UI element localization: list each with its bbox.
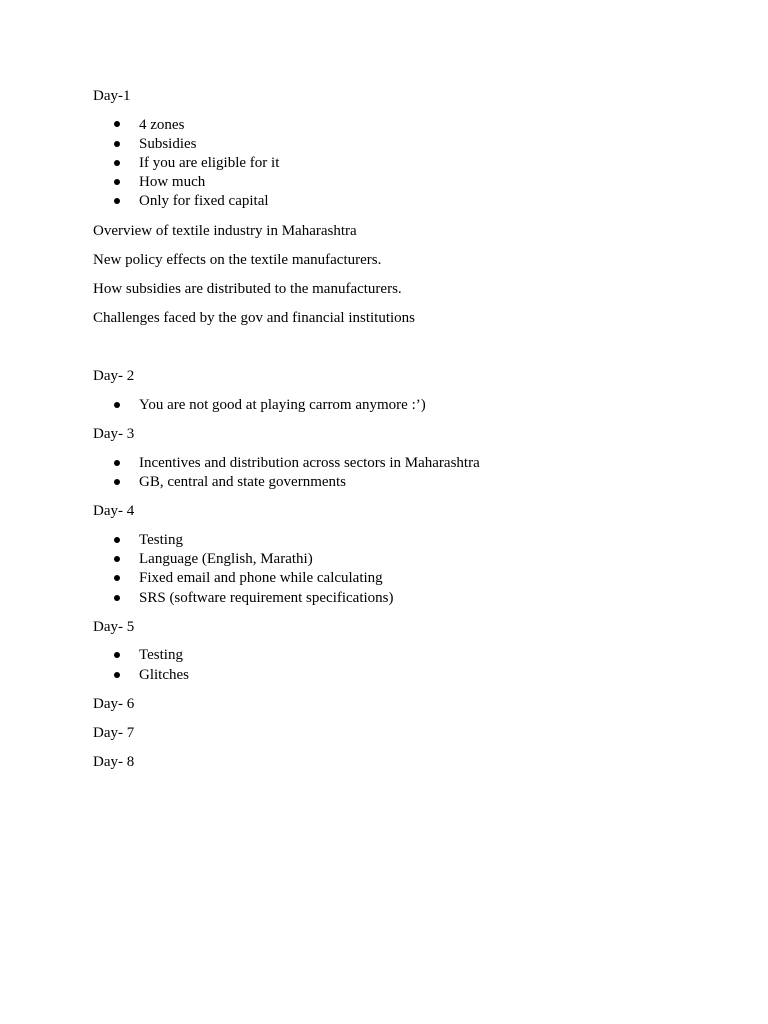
bullet-icon <box>114 672 120 678</box>
day-7-heading: Day- 7 <box>93 725 135 741</box>
day-1-paragraph-4: Challenges faced by the gov and financial institutions <box>93 310 416 326</box>
day-1-paragraph-1: Overview of textile industry in Maharashtra <box>93 223 357 239</box>
day-1-paragraph-2: New policy effects on the textile manufacturers. <box>93 252 382 268</box>
bullet-icon <box>114 595 120 601</box>
bullet-icon <box>114 556 120 562</box>
day-4-bullet-4: SRS (software requirement specifications) <box>139 590 394 606</box>
day-4-bullet-2: Language (English, Marathi) <box>139 551 313 567</box>
day-2-bullet-1: You are not good at playing carrom anymore :’) <box>139 397 426 413</box>
bullet-icon <box>114 141 120 147</box>
day-4-heading: Day- 4 <box>93 503 135 519</box>
day-1-paragraph-3: How subsidies are distributed to the manufacturers. <box>93 281 402 297</box>
bullet-icon <box>114 537 120 543</box>
bullet-icon <box>114 179 120 185</box>
day-5-bullet-1: Testing <box>139 647 183 663</box>
day-3-bullet-1: Incentives and distribution across sectors in Maharashtra <box>139 455 480 471</box>
day-1-heading: Day-1 <box>93 88 131 104</box>
bullet-icon <box>114 402 120 408</box>
bullet-icon <box>114 479 120 485</box>
day-4-bullet-1: Testing <box>139 532 183 548</box>
day-4-bullet-3: Fixed email and phone while calculating <box>139 570 383 586</box>
day-5-heading: Day- 5 <box>93 619 135 635</box>
day-8-heading: Day- 8 <box>93 754 135 770</box>
day-1-bullet-2: Subsidies <box>139 136 197 152</box>
day-1-bullet-3: If you are eligible for it <box>139 155 280 171</box>
day-5-bullet-2: Glitches <box>139 667 189 683</box>
bullet-icon <box>114 198 120 204</box>
day-6-heading: Day- 6 <box>93 696 135 712</box>
day-2-heading: Day- 2 <box>93 368 135 384</box>
bullet-icon <box>114 160 120 166</box>
bullet-icon <box>114 121 120 127</box>
bullet-icon <box>114 460 120 466</box>
day-3-bullet-2: GB, central and state governments <box>139 474 347 490</box>
day-1-bullet-5: Only for fixed capital <box>139 193 269 209</box>
day-1-bullet-4: How much <box>139 174 206 190</box>
day-3-heading: Day- 3 <box>93 426 135 442</box>
bullet-icon <box>114 575 120 581</box>
bullet-icon <box>114 652 120 658</box>
day-1-bullet-1: 4 zones <box>139 117 185 133</box>
